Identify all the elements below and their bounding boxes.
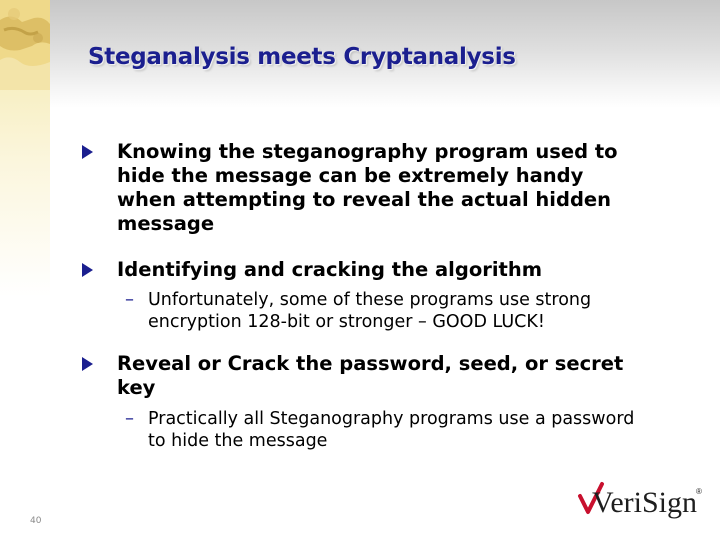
handshake-icon <box>0 0 50 90</box>
sub-bullet-2-line-1: Unfortunately, some of these programs use strong <box>148 290 592 310</box>
handshake-image <box>0 0 50 90</box>
bullet-2-line-1: Identifying and cracking the algorithm <box>117 258 543 281</box>
verisign-logo <box>576 480 704 522</box>
logo-text: VeriSign <box>592 486 697 519</box>
bullet-3-line-2: key <box>117 376 156 399</box>
sub-bullet-3-line-1: Practically all Steganography programs use a password <box>148 409 635 429</box>
bullet-3-line-1: Reveal or Crack the password, seed, or secret <box>117 352 624 375</box>
triangle-right-icon <box>82 263 93 277</box>
sub-bullet-dash: – <box>125 289 134 310</box>
sub-bullet-2-line-2: encryption 128-bit or stronger – GOOD LUCK! <box>148 312 545 332</box>
bullet-1-line-2: hide the message can be extremely handy <box>117 164 584 187</box>
triangle-right-icon <box>82 145 93 159</box>
bullet-1-line-4: message <box>117 212 215 235</box>
sub-bullet-dash: – <box>125 408 134 429</box>
bullet-1-line-3: when attempting to reveal the actual hidden <box>117 188 612 211</box>
registered-mark: ® <box>696 487 702 496</box>
page-number: 40 <box>30 516 42 526</box>
triangle-right-icon <box>82 357 93 371</box>
slide-title: Steganalysis meets Cryptanalysis <box>88 44 516 70</box>
bullet-1-line-1: Knowing the steganography program used to <box>117 140 618 163</box>
left-sidebar <box>0 0 50 540</box>
sub-bullet-3-line-2: to hide the message <box>148 431 328 451</box>
